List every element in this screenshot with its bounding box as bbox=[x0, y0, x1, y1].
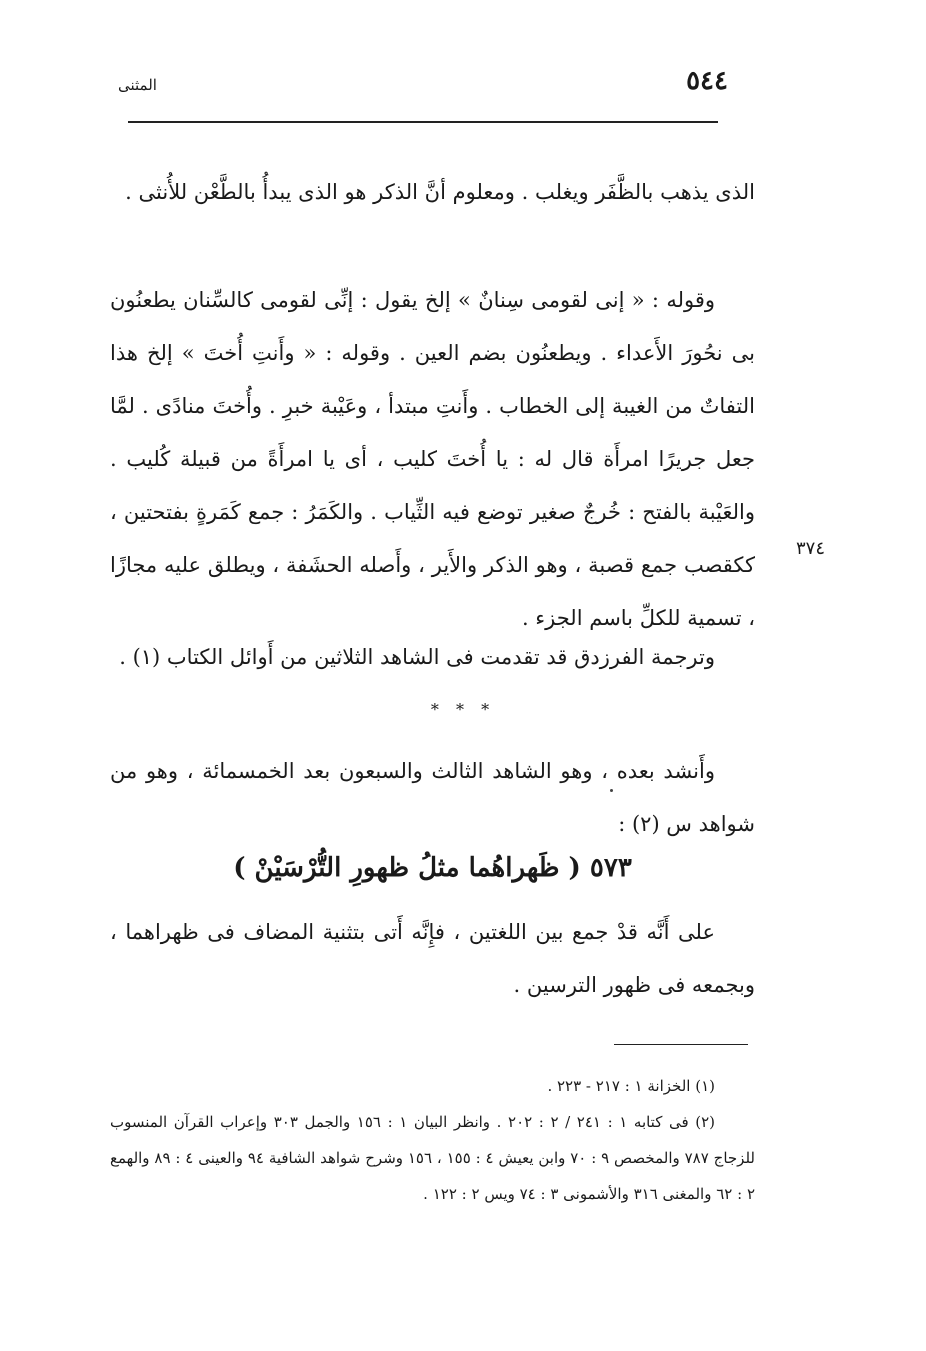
paragraph-biography-note bbox=[110, 631, 755, 684]
paragraph-commentary bbox=[110, 274, 755, 645]
paragraph-1-text: الذى يذهب بالظَّفَر ويغلب . ومعلوم أنَّ الذكر هو الذى يبدأُ بالطَّعْن للأُنثى . bbox=[125, 180, 755, 204]
margin-page-reference: ٣٧٤ bbox=[796, 538, 826, 559]
paragraph-3-text: وترجمة الفرزدق قد تقدمت فى الشاهد الثلاثين من أَوائل الكتاب (١) . bbox=[119, 645, 715, 669]
paragraph-verse-intro bbox=[110, 745, 755, 851]
header-divider bbox=[128, 121, 718, 123]
footnote-1: (١) الخزانة ١ : ٢١٧ - ٢٢٣ . bbox=[547, 1077, 715, 1095]
paragraph-verse-explanation bbox=[110, 906, 755, 1012]
section-separator: * * * bbox=[430, 700, 496, 719]
paragraph-continuation bbox=[110, 166, 755, 219]
footnotes bbox=[110, 1068, 755, 1212]
paragraph-4-text: وأَنشد بعده ، وهو الشاهد الثالث والسبعون بعد الخمسمائة ، وهو من شواهد س (٢) : bbox=[110, 759, 755, 836]
print-speck bbox=[610, 789, 613, 792]
page-number: ٥٤٤ bbox=[686, 66, 728, 96]
footnote-divider bbox=[614, 1044, 748, 1045]
paragraph-5-text: على أَنَّه قدْ جمع بين اللغتين ، فإِنَّه أَتى بتثنية المضاف فى ظهراهما ، وبجمعه فى ظهور الترسين . bbox=[110, 920, 755, 997]
footnote-2: (٢) فى كتابه ١ : ٢٤١ / ٢ : ٢٠٢ . وانظر البيان ١ : ١٥٦ والجمل ٣٠٣ وإعراب القرآن المنسوب للزجاج ٧٨٧ والمخصص ٩ : ٧٠ وابن يعيش ٤ : ١٥٥ ، ١٥٦ وشرح شواهد الشافية ٩٤ والعينى ٤ : ٨٩ والهمع ٢ : ٦٢ والمغنى ٣١٦ والأشمونى ٣ : ٧٤ ويس ٢ : ١٢٢ . bbox=[110, 1113, 755, 1203]
paragraph-2-text: وقوله : « إنى لقومى سِنانٌ » إلخ يقول : إنِّى لقومى كالسِّنان يطعنُون بى نحُورَ الأَعداء . ويطعنُون بضم العين . وقوله : « وأَنتِ أُختَ » إلخ هذا التفاتٌ من الغيبة إلى الخطاب . وأَنتِ مبتدأ ، وعَيْبة خبرِ . وأُختَ منادًى . لمَّا جعل جريرًا امرأَة قال له : يا أُختَ كليب ، أى يا امرأَةً من قبيلة كُليب . والعَيْبة بالفتح : خُرجٌ صغير توضع فيه الثِّياب . والكَمَرُ : جمع كَمَرةٍ بفتحتين ، ككقصب جمع قصبة ، وهو الذكر والأَير ، وأَصله الحشَفة ، ويطلق عليه مجازًا ، تسمية للكلِّ باسم الجزء . bbox=[110, 288, 755, 630]
running-header bbox=[0, 64, 926, 104]
poetry-verse: ٥٧٣ ( ظَهراهُما مثلُ ظهورِ التُّرْسَيْنْ ) bbox=[233, 853, 632, 883]
running-title: المثنى bbox=[118, 76, 157, 94]
